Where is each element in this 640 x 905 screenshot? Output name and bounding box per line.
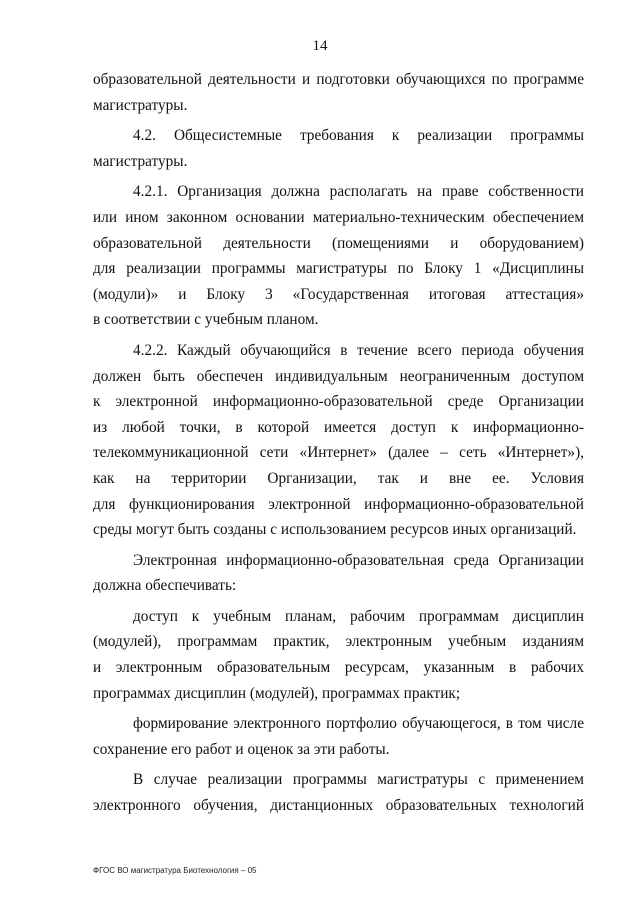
text-line: программах дисциплин (модулей), программах практик;	[93, 684, 461, 702]
text-line: для реализации программы магистратуры по Блоку 1 «Дисциплины	[93, 260, 584, 278]
text-line: 4.2.2. Каждый обучающийся в течение всего периода обучения	[133, 341, 584, 359]
text-line: доступ к учебным планам, рабочим программам дисциплин	[133, 607, 584, 625]
text-line: 4.2. Общесистемные требования к реализации программы	[133, 127, 584, 145]
text-line: электронного обучения, дистанционных образовательных технологий	[93, 797, 584, 815]
text-line: магистратуры.	[93, 152, 188, 170]
text-line: сохранение его работ и оценок за эти работы.	[93, 740, 390, 758]
footer-text: ФГОС ВО магистратура Биотехнология – 05	[93, 866, 257, 875]
text-line: из любой точки, в которой имеется доступ к информационно-	[93, 418, 584, 436]
text-line: образовательной деятельности (помещениями и оборудованием)	[93, 234, 584, 252]
page-number: 14	[312, 38, 328, 54]
text-line: (модули)» и Блоку 3 «Государственная итоговая аттестация»	[93, 285, 584, 303]
text-line: формирование электронного портфолио обучающегося, в том числе	[133, 715, 584, 733]
text-line: должна обеспечивать:	[93, 577, 237, 595]
text-line: В случае реализации программы магистратуры с применением	[133, 771, 584, 789]
text-line: среды могут быть созданы с использованием ресурсов иных организаций.	[93, 521, 577, 539]
text-line: Электронная информационно-образовательная среда Организации	[133, 551, 584, 569]
text-line: 4.2.1. Организация должна располагать на праве собственности	[133, 183, 584, 201]
text-line: к электронной информационно-образовательной среде Организации	[93, 393, 584, 411]
text-line: образовательной деятельности и подготовки обучающихся по программе	[93, 71, 584, 88]
text-line: в соответствии с учебным планом.	[93, 311, 319, 329]
text-line: должен быть обеспечен индивидуальным неограниченным доступом	[93, 367, 584, 385]
document-body	[93, 67, 584, 819]
text-line: или ином законном основании материально-техническим обеспечением	[93, 208, 584, 226]
text-line: как на территории Организации, так и вне ее. Условия	[93, 469, 584, 487]
text-line: магистратуры.	[93, 96, 188, 114]
text-line: для функционирования электронной информационно-образовательной	[93, 495, 584, 513]
text-line: телекоммуникационной сети «Интернет» (далее – сеть «Интернет»),	[93, 444, 584, 462]
text-line: и электронным образовательным ресурсам, указанным в рабочих	[93, 659, 584, 677]
text-line: (модулей), программам практик, электронным учебным изданиям	[93, 633, 584, 651]
